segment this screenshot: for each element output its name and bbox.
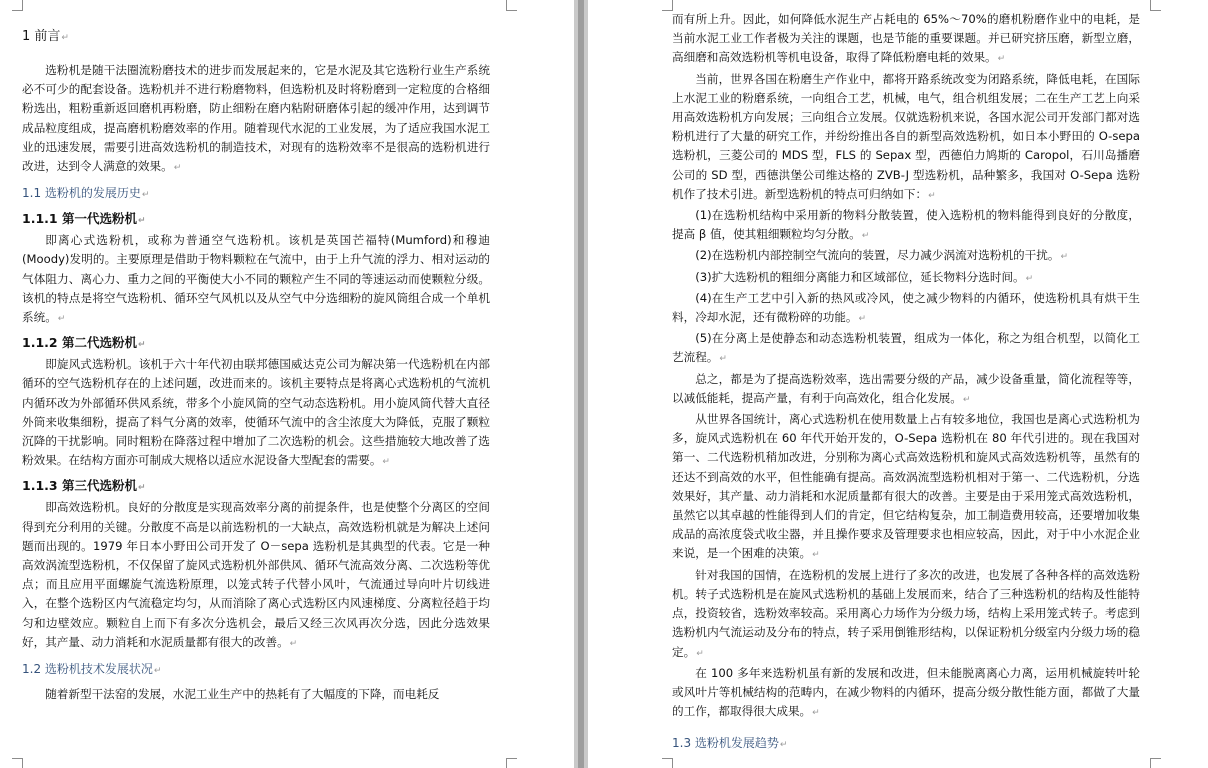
page-text-column[interactable]: [672, 10, 1140, 759]
paragraph-mark-icon: ↵: [153, 666, 162, 677]
list-item: (2)在选粉机内部控制空气流向的装置，尽力减少涡流对选粉机的干扰。↵: [695, 248, 1068, 263]
paragraph-second-generation: 即旋风式选粉机。该机于六十年代初由联邦德国威达克公司为解决第一代选粉机在内部循环的空气选粉机存在的上述问题，改进而来的。该机主要特点是将离心式选粉机的气流机内循环改为外部循环供风系统，带多个小旋风筒的空气动态选粉机。用小旋风筒代替大直径外筒来收集细粉，提高了料气分离的效率，使循环气流中的含尘浓度大为降低，克服了颗粒沉降的干扰影响。同时粗粉在降落过程中增加了二次选粉的机会。这些措施较大地改善了选粉效果。在结构方面亦可制成大规格以适应水泥设备大型配套的需要。↵: [22, 357, 490, 468]
heading-second-generation: 1.1.2 第二代选粉机↵: [22, 335, 146, 351]
paragraph-mark-icon: ↵: [812, 708, 820, 719]
paragraph-century-progress: 在 100 多年来选粉机虽有新的发展和改进，但未能脱离离心力离，运用机械旋转叶轮或风叶片等机械结构的范畴内，在减少物料的内循环，提高分级分散性能方面，都做了大量的工作，都取得很大成果。↵: [672, 665, 1140, 719]
paragraph-mark-icon: ↵: [1025, 273, 1034, 284]
paragraph-china-development: 针对我国的国情，在选粉机的发展上进行了多次的改进，也发展了各种各样的高效选粉机。转子式选粉机是在旋风式选粉机的基础上发展而来，结合了三种选粉机的结构及性能特点，投资较省，选粉效率较高。采用离心力场作为分级力场，结构上采用笼式转子。考虑到选粉机内气流运动及分布的特点，转子采用倒锥形结构，以保证粉机分级室内分级力场的稳定。↵: [672, 567, 1140, 659]
paragraph-mark-icon: ↵: [141, 190, 150, 201]
paragraph-mark-icon: ↵: [61, 33, 69, 43]
paragraph-mark-icon: ↵: [289, 638, 298, 649]
list-item: (1)在选粉机结构中采用新的物料分散装置，使入选粉机的物料能得到良好的分散度，提高 β 值，使其粗细颗粒均匀分散。↵: [672, 208, 1140, 242]
paragraph-technology-status: 随着新型干法窑的发展，水泥工业生产中的热耗有了大幅度的下降，而电耗反: [45, 687, 440, 702]
heading-history: 1.1 选粉机的发展历史↵: [22, 186, 150, 201]
heading-first-generation: 1.1.1 第一代选粉机↵: [22, 211, 146, 227]
paragraph-mark-icon: ↵: [858, 314, 867, 325]
paragraph-mark-icon: ↵: [696, 648, 704, 659]
paragraph-summary: 总之，都是为了提高选粉效率，选出需要分级的产品，减少设备重量，简化流程等等，以减低能耗，提高产量，有利于向高效化，组合化发展。↵: [672, 371, 1140, 405]
paragraph-mark-icon: ↵: [779, 740, 788, 751]
paragraph-world-practice: 当前，世界各国在粉磨生产作业中，都将开路系统改变为闭路系统，降低电耗，在国际上水泥工业的粉磨系统，一向组合工艺，机械，电气，组合机组发展；二在生产工艺上向采用高效选粉机方向发展；三向组合立发展。仅就选粉机来说，各国水泥公司开发部门都对选粉机进行了大量的研究工作，并纷纷推出各自的新型高效选粉机，如日本小野田的 O-sepa 选粉机，三菱公司的 MDS 型，FLS 的 Sepax 型，西德伯力鸠斯的 Caropol，石川岛播磨公司的 SD 型，西德洪堡公司维达格的 ZVB-J 型选粉机，品种繁多，我国对 O-Sepa 选粉机作了技术引进。新型选粉机的特点可归纳如下：↵: [672, 71, 1140, 201]
paragraph-third-generation: 即高效选粉机。良好的分散度是实现高效率分离的前提条件，也是使整个分离区的空间得到充分利用的关键。分散度不高是以前选粉机的一大缺点，高效选粉机就是为解决上述问题而出现的。1979 年日本小野田公司开发了 O－sepa 选粉机是其典型的代表。它是一种高效涡流型选粉机，不仅保留了旋风式选粉机外部供风、循环气流高效分离、二次选粉等优点；而且应用平面螺旋气流选粉原理，以笼式转子代替小风叶，气流通过导向叶片切线进入，在整个选粉区内气流稳定均匀，从而消除了离心式选粉区内风速梯度、分离粒径趋于均匀和边壁效应。颗粒自上而下有多次分选机会，最后又经三次风再次分选，因此分选效果好，其产量、动力消耗和水泥质量都有很大的改善。↵: [22, 500, 490, 649]
margin-corner-mark: [1150, 0, 1161, 11]
document-page-left: [0, 0, 574, 768]
paragraph-mark-icon: ↵: [382, 457, 390, 468]
margin-corner-mark: [506, 758, 517, 768]
paragraph-mark-icon: ↵: [173, 163, 182, 174]
heading-foreword: 1 前言↵: [22, 29, 69, 44]
margin-corner-mark: [12, 758, 23, 768]
paragraph-continued: 而有所上升。因此，如何降低水泥生产占耗电的 65%～70%的磨机粉磨作业中的电耗，是当前水泥工业工作者极为关注的课题，也是节能的重要课题。并已研究挤压磨，新型立磨，高细磨和高效选粉机等机电设备，取得了降低粉磨电耗的效果。↵: [672, 12, 1140, 65]
document-page-right: [588, 0, 1208, 768]
paragraph-mark-icon: ↵: [861, 231, 870, 242]
paragraph-mark-icon: ↵: [928, 190, 936, 201]
margin-corner-mark: [12, 0, 23, 11]
paragraph-mark-icon: ↵: [137, 483, 146, 494]
paragraph-mark-icon: ↵: [137, 340, 146, 351]
paragraph-mark-icon: ↵: [962, 394, 971, 405]
paragraph-mark-icon: ↵: [719, 354, 727, 365]
page-divider: [578, 0, 584, 768]
heading-development-trend: 1.3 选粉机发展趋势↵: [672, 736, 788, 751]
page-gap: [574, 0, 588, 768]
margin-corner-mark: [662, 758, 673, 768]
paragraph-mark-icon: ↵: [137, 216, 146, 227]
margin-corner-mark: [506, 0, 517, 11]
paragraph-first-generation: 即离心式选粉机，或称为普通空气选粉机。该机是英国芒福特(Mumford)和穆迪(Moody)发明的。主要原理是借助于物料颗粒在气流中，由于上升气流的浮力、相对运动的气体阻力、离心力、重力之间的平衡使大小不同的颗粒产生不同的等速运动而使颗粒分级。该机的特点是将空气选粉机、循环空气风机以及从空气中分选细粉的旋风筒组合成一个单机系统。↵: [22, 233, 490, 325]
paragraph-mark-icon: ↵: [812, 550, 820, 561]
list-item: (5)在分离上是使静态和动态选粉机装置，组成为一体化，称之为组合机型，以简化工艺流程。↵: [672, 331, 1140, 365]
heading-technology-status: 1.2 选粉机技术发展状况↵: [22, 662, 162, 677]
list-item: (3)扩大选粉机的粗细分离能力和区域部位，延长物料分选时间。↵: [695, 269, 1034, 284]
paragraph-intro: 选粉机是随干法圈流粉磨技术的进步而发展起来的，它是水泥及其它选粉行业生产系统必不可少的配套设备。选粉机并不进行粉磨物料，但选粉机及时将粉磨到一定粒度的合格细粉选出，粗粉重新返回磨机再粉磨，防止细粉在磨内粘附研磨体引起的缓冲作用，达到调节成品粒度组成，提高磨机粉磨效率的作用。随着现代水泥的工业发展，为了适应我国水泥工业的迅速发展，需要引进高效选粉机的制造技术，对现有的选粉效率不是很高的选粉机进行改进，达到令人满意的效果。↵: [22, 63, 490, 174]
heading-third-generation: 1.1.3 第三代选粉机↵: [22, 478, 146, 494]
paragraph-mark-icon: ↵: [997, 54, 1006, 65]
paragraph-statistics: 从世界各国统计，离心式选粉机在使用数量上占有较多地位，我国也是离心式选粉机为多，旋风式选粉机在 60 年代开始开发的，O-Sepa 选粉机在 80 年代引进的。现在我国对第一、二代选粉机稍加改进，分别称为离心式高效选粉机和旋风式高效选粉机等，虽然有的还达不到高效的水平，但性能确有提高。高效涡流型选粉机相对于第一、二代选粉机，分选效果好，其产量、动力消耗和水泥质量都有很大的改善。主要是由于采用笼式高效选粉机，虽然它以其卓越的性能得到人们的肯定，但它结构复杂，加工制造费用较高，还要增加收集成品的高浓度袋式收尘器，并且操作要求及管理要求也相应较高，因此，对于中小水泥企业来说，是一个困难的决策。↵: [672, 412, 1140, 561]
page-text-column[interactable]: [22, 27, 490, 704]
margin-corner-mark: [1150, 758, 1161, 768]
paragraph-mark-icon: ↵: [57, 314, 66, 325]
paragraph-mark-icon: ↵: [1060, 252, 1068, 263]
list-item: (4)在生产工艺中引入新的热风或冷风，使之减少物料的内循环，使选粉机具有烘干生料，冷却水泥，还有微粉碎的功能。↵: [672, 290, 1140, 325]
